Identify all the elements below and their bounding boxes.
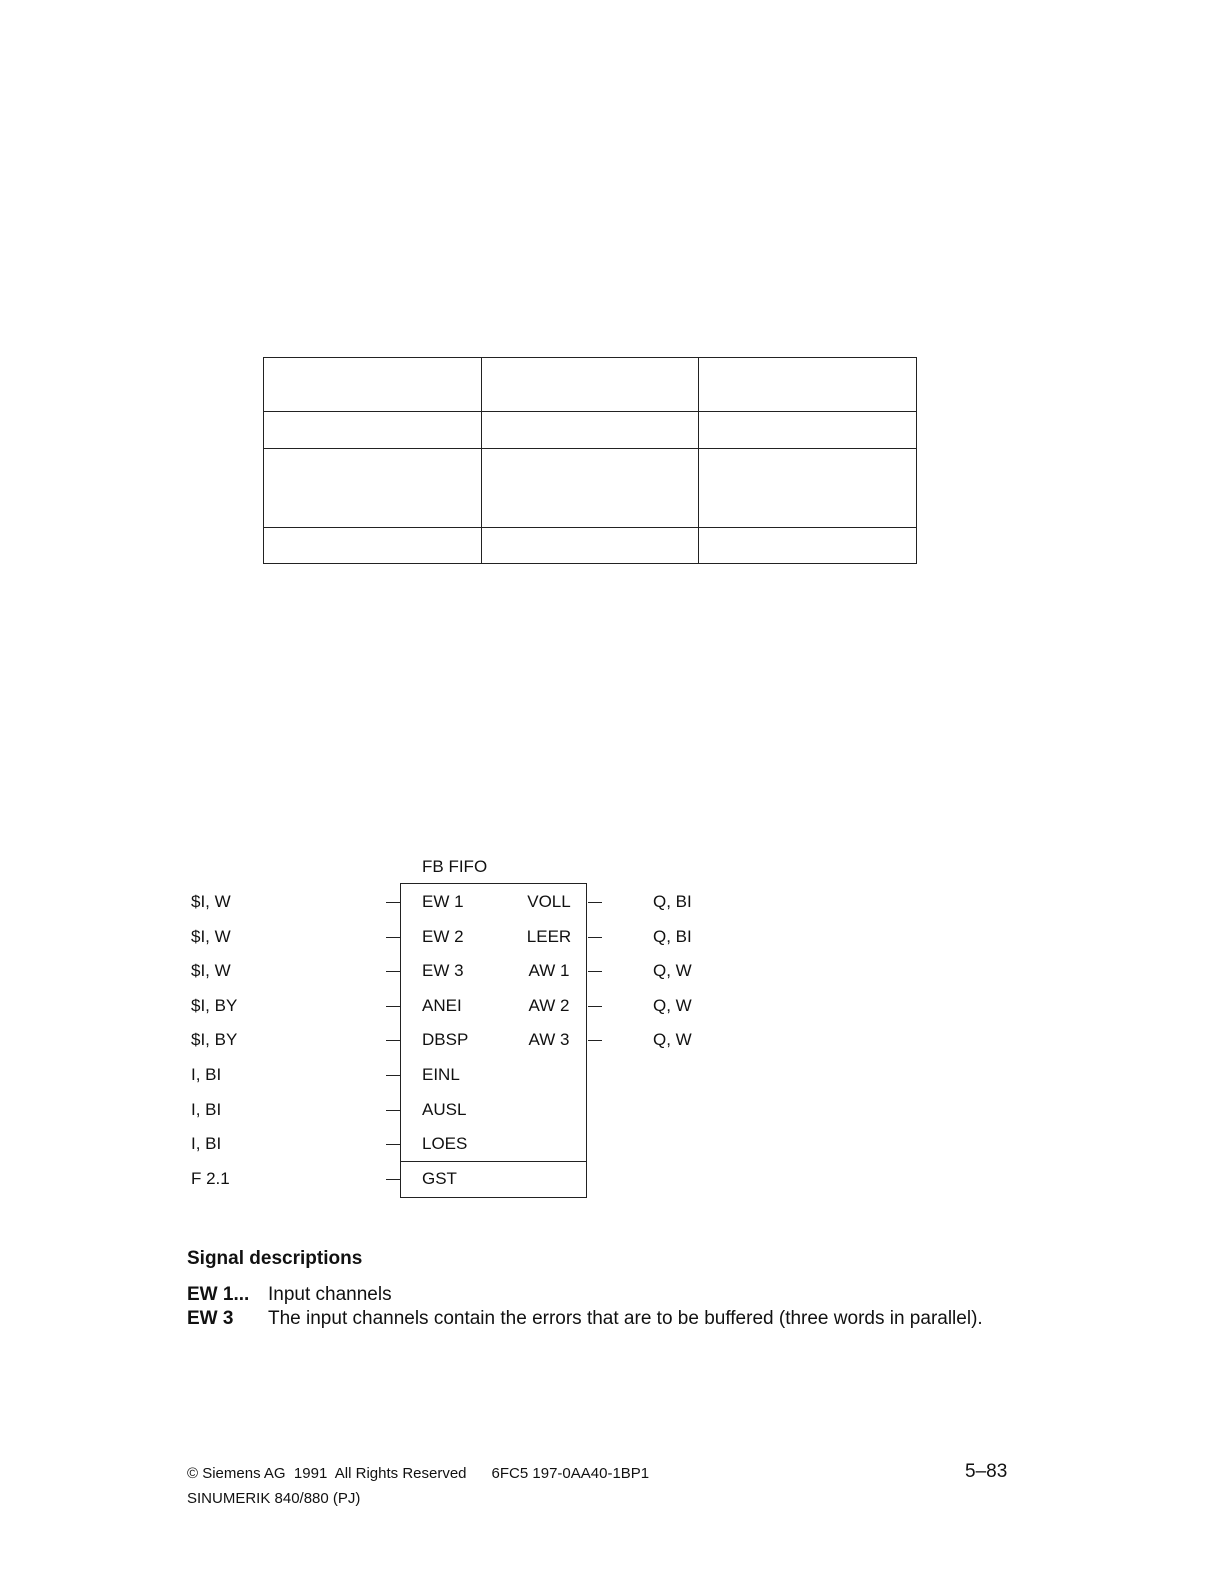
empty-table <box>263 357 917 564</box>
table-row <box>264 528 917 564</box>
input-pin-label: LOES <box>422 1134 468 1153</box>
output-pin-label: AW 1 <box>528 961 570 980</box>
input-type-label: I, BI <box>191 1065 222 1084</box>
input-type-label: $I, W <box>191 961 231 980</box>
input-type-label: I, BI <box>191 1134 222 1153</box>
signal-label: EW 3 <box>187 1308 234 1329</box>
output-connector <box>588 937 602 938</box>
table-cell <box>264 449 482 528</box>
output-pin-label: LEER <box>526 927 572 946</box>
footer-copyright-line <box>187 1465 649 1482</box>
input-connector <box>386 1006 400 1007</box>
input-pin-label: EW 1 <box>422 892 464 911</box>
table-row <box>264 449 917 528</box>
input-pin-label: GST <box>422 1169 457 1188</box>
input-connector <box>386 1040 400 1041</box>
input-type-label: $I, W <box>191 892 231 911</box>
output-pin-label: AW 2 <box>528 996 570 1015</box>
input-pin-label: ANEI <box>422 996 462 1015</box>
table-cell <box>481 528 699 564</box>
table-cell <box>699 528 917 564</box>
input-connector <box>386 937 400 938</box>
output-connector <box>588 971 602 972</box>
section-heading: Signal descriptions <box>187 1248 363 1269</box>
table-row <box>264 412 917 449</box>
output-pin-label: AW 3 <box>528 1030 570 1049</box>
table-cell <box>699 412 917 449</box>
table-cell <box>481 358 699 412</box>
table-cell <box>481 449 699 528</box>
output-connector <box>588 1040 602 1041</box>
output-type-label: Q, W <box>653 961 692 980</box>
output-connector <box>588 902 602 903</box>
signal-description-body: The input channels contain the errors that are to be buffered (three words in parallel). <box>268 1308 983 1329</box>
output-pin-label: VOLL <box>527 892 571 911</box>
input-connector <box>386 971 400 972</box>
table-cell <box>264 358 482 412</box>
input-pin-label: EW 2 <box>422 927 464 946</box>
output-type-label: Q, BI <box>653 892 692 911</box>
input-connector <box>386 902 400 903</box>
copyright-text: © Siemens AG 1991 All Rights Reserved <box>187 1465 467 1482</box>
input-connector <box>386 1179 400 1180</box>
input-pin-label: EW 3 <box>422 961 464 980</box>
table-row <box>264 358 917 412</box>
input-pin-label: AUSL <box>422 1100 467 1119</box>
input-connector <box>386 1110 400 1111</box>
output-type-label: Q, BI <box>653 927 692 946</box>
output-type-label: Q, W <box>653 996 692 1015</box>
output-connector <box>588 1006 602 1007</box>
input-type-label: $I, BY <box>191 996 238 1015</box>
signal-description-title: Input channels <box>268 1284 392 1305</box>
input-connector <box>386 1144 400 1145</box>
input-type-label: I, BI <box>191 1100 222 1119</box>
input-pin-label: DBSP <box>422 1030 469 1049</box>
input-connector <box>386 1075 400 1076</box>
signal-label: EW 1... <box>187 1284 250 1305</box>
input-pin-label: EINL <box>422 1065 460 1084</box>
table-cell <box>264 412 482 449</box>
input-type-label: $I, BY <box>191 1030 238 1049</box>
table-cell <box>699 358 917 412</box>
block-title: FB FIFO <box>422 857 488 876</box>
table-cell <box>481 412 699 449</box>
table-cell <box>264 528 482 564</box>
output-type-label: Q, W <box>653 1030 692 1049</box>
order-number: 6FC5 197-0AA40-1BP1 <box>491 1465 650 1482</box>
input-type-label: $I, W <box>191 927 231 946</box>
block-divider <box>401 1161 586 1162</box>
table-cell <box>699 449 917 528</box>
page-number: 5–83 <box>965 1461 1008 1482</box>
input-type-label: F 2.1 <box>191 1169 230 1188</box>
product-name: SINUMERIK 840/880 (PJ) <box>187 1490 361 1507</box>
